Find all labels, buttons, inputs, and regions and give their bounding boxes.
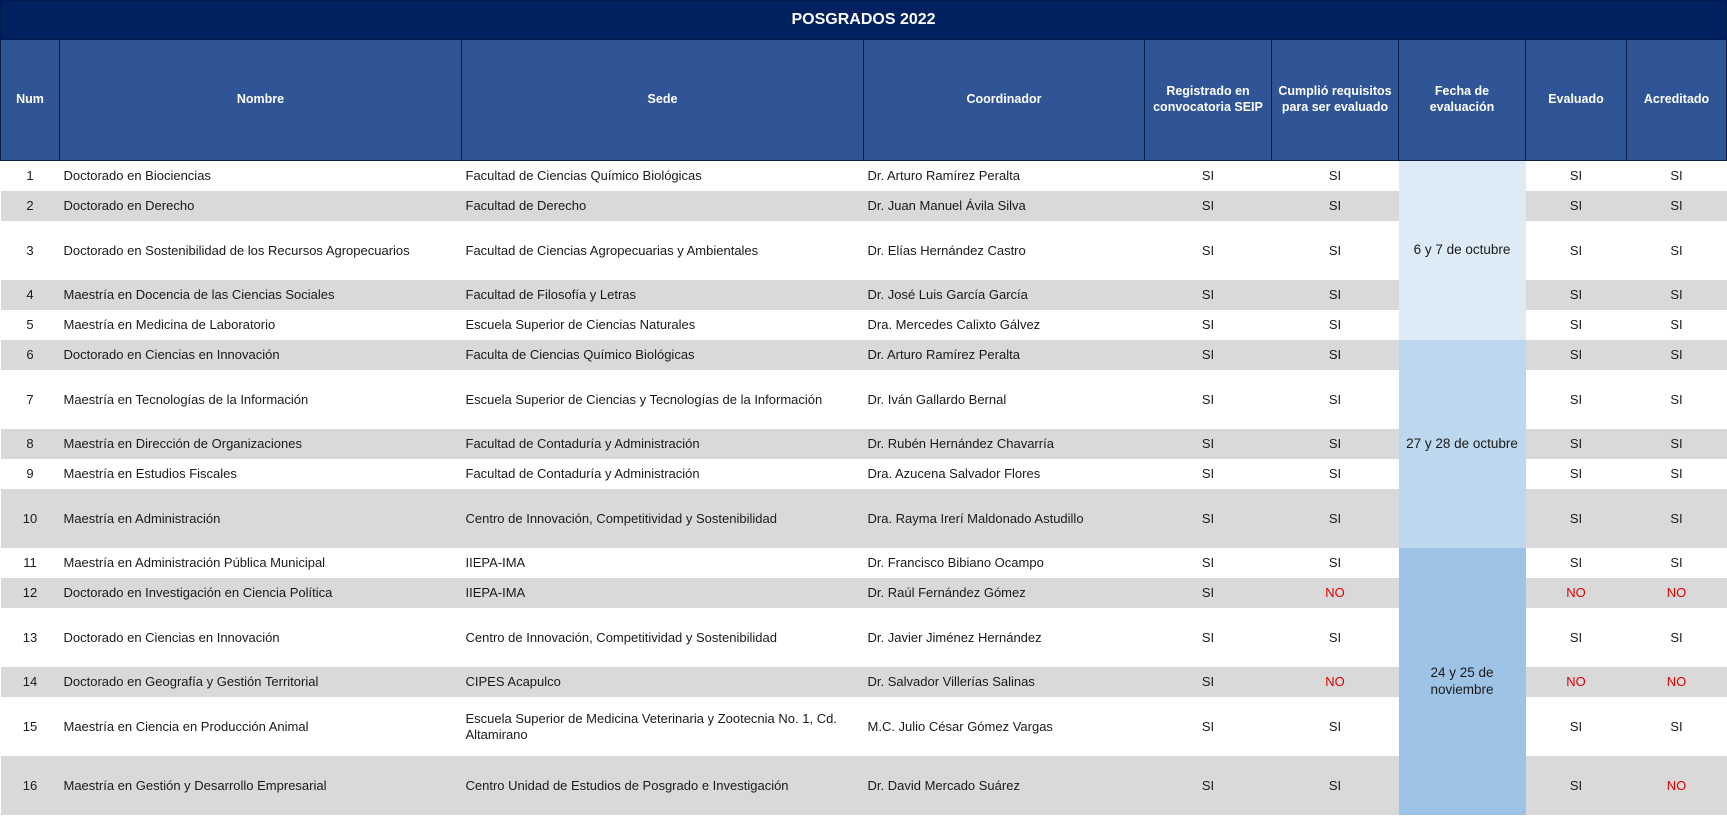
table-title: POSGRADOS 2022 xyxy=(1,1,1727,40)
row-num: 3 xyxy=(26,242,34,258)
row-evaluado: SI xyxy=(1569,555,1583,571)
row-cumplio: SI xyxy=(1328,466,1342,482)
row-acreditado: SI xyxy=(1670,242,1683,258)
row-coordinador: Dr. Francisco Bibiano Ocampo xyxy=(867,555,1044,571)
row-evaluado: SI xyxy=(1526,429,1627,459)
row-registrado: SI xyxy=(1201,242,1215,258)
row-acreditado: SI xyxy=(1627,489,1727,548)
row-acreditado: SI xyxy=(1670,317,1683,333)
row-num: 4 xyxy=(1,280,60,310)
row-nombre: Maestría en Administración xyxy=(60,489,462,548)
row-cumplio: SI xyxy=(1272,191,1399,221)
row-cumplio: SI xyxy=(1272,429,1399,459)
row-sede: IIEPA-IMA xyxy=(465,555,526,571)
row-coordinador: Dra. Rayma Irerí Maldonado Astudillo xyxy=(864,489,1145,548)
row-evaluado: SI xyxy=(1526,340,1627,370)
row-registrado: SI xyxy=(1201,317,1215,333)
row-registrado: SI xyxy=(1201,391,1215,407)
row-sede: Facultad de Contaduría y Administración xyxy=(465,466,700,482)
row-sede: IIEPA-IMA xyxy=(462,578,864,608)
row-nombre: Doctorado en Ciencias en Innovación xyxy=(63,629,280,645)
row-nombre: Maestría en Ciencia en Producción Animal xyxy=(63,718,309,734)
row-num: 1 xyxy=(26,168,34,184)
row-evaluado: SI xyxy=(1569,391,1583,407)
row-num: 7 xyxy=(26,391,34,407)
row-evaluado: SI xyxy=(1569,242,1583,258)
header-sede: Sede xyxy=(462,40,864,161)
row-num: 8 xyxy=(1,429,60,459)
row-nombre: Maestría en Tecnologías de la Información xyxy=(63,391,309,407)
row-cumplio: SI xyxy=(1328,168,1342,184)
row-nombre: Maestría en Dirección de Organizaciones xyxy=(60,429,462,459)
header-coordinador: Coordinador xyxy=(864,40,1145,161)
row-sede: Facultad de Ciencias Químico Biológicas xyxy=(465,168,702,184)
row-sede: Escuela Superior de Ciencias Naturales xyxy=(465,317,696,333)
row-nombre: Doctorado en Sostenibilidad de los Recursos Agropecuarios xyxy=(63,242,410,258)
row-evaluado: SI xyxy=(1526,191,1627,221)
header-cumplio: Cumplió requisitos para ser evaluado xyxy=(1272,40,1399,161)
row-cumplio: SI xyxy=(1328,391,1342,407)
row-coordinador: Dr. Salvador Villerías Salinas xyxy=(864,667,1145,697)
row-registrado: SI xyxy=(1145,340,1272,370)
row-nombre: Doctorado en Ciencias en Innovación xyxy=(60,340,462,370)
header-num: Num xyxy=(1,40,60,161)
row-sede: Centro de Innovación, Competitividad y Sostenibilidad xyxy=(462,489,864,548)
row-evaluado: SI xyxy=(1569,718,1583,734)
row-num: 16 xyxy=(1,756,60,815)
row-coordinador: Dr. David Mercado Suárez xyxy=(864,756,1145,815)
row-cumplio: NO xyxy=(1272,667,1399,697)
row-num: 12 xyxy=(1,578,60,608)
row-registrado: SI xyxy=(1145,280,1272,310)
fecha-evaluacion-cell: 24 y 25 de noviembre xyxy=(1399,548,1526,815)
row-sede: Escuela Superior de Ciencias y Tecnologías de la Información xyxy=(465,391,823,407)
row-coordinador: Dr. Raúl Fernández Gómez xyxy=(864,578,1145,608)
row-coordinador: M.C. Julio César Gómez Vargas xyxy=(867,718,1053,734)
row-coordinador: Dr. Arturo Ramírez Peralta xyxy=(864,340,1145,370)
row-num: 10 xyxy=(1,489,60,548)
table-row xyxy=(1,340,1727,370)
row-evaluado: SI xyxy=(1569,168,1583,184)
row-nombre: Maestría en Medicina de Laboratorio xyxy=(63,317,276,333)
row-sede: Centro de Innovación, Competitividad y Sostenibilidad xyxy=(465,629,777,645)
row-acreditado: SI xyxy=(1627,191,1727,221)
row-registrado: SI xyxy=(1145,429,1272,459)
row-registrado: SI xyxy=(1201,718,1215,734)
row-nombre: Maestría en Estudios Fiscales xyxy=(63,466,237,482)
row-registrado: SI xyxy=(1201,555,1215,571)
row-evaluado: SI xyxy=(1526,489,1627,548)
row-nombre: Doctorado en Derecho xyxy=(60,191,462,221)
row-acreditado: NO xyxy=(1627,756,1727,815)
row-coordinador: Dra. Azucena Salvador Flores xyxy=(867,466,1041,482)
row-nombre: Maestría en Docencia de las Ciencias Sociales xyxy=(60,280,462,310)
row-cumplio: NO xyxy=(1272,578,1399,608)
row-acreditado: NO xyxy=(1627,667,1727,697)
row-registrado: SI xyxy=(1201,168,1215,184)
row-cumplio: SI xyxy=(1328,317,1342,333)
row-registrado: SI xyxy=(1201,466,1215,482)
header-fecha: Fecha de evaluación xyxy=(1399,40,1526,161)
row-num: 15 xyxy=(22,718,38,734)
row-acreditado: SI xyxy=(1627,429,1727,459)
row-acreditado: SI xyxy=(1670,168,1683,184)
row-coordinador: Dr. José Luis García García xyxy=(864,280,1145,310)
row-registrado: SI xyxy=(1201,629,1215,645)
fecha-evaluacion-cell: 6 y 7 de octubre xyxy=(1399,161,1526,341)
row-evaluado: SI xyxy=(1569,466,1583,482)
row-sede: CIPES Acapulco xyxy=(462,667,864,697)
row-registrado: SI xyxy=(1145,578,1272,608)
row-sede: Facultad de Filosofía y Letras xyxy=(462,280,864,310)
row-acreditado: SI xyxy=(1670,391,1683,407)
row-acreditado: SI xyxy=(1627,340,1727,370)
row-registrado: SI xyxy=(1145,756,1272,815)
row-num: 11 xyxy=(23,555,37,571)
row-coordinador: Dr. Iván Gallardo Bernal xyxy=(867,391,1007,407)
header-acreditado: Acreditado xyxy=(1627,40,1727,161)
table-body xyxy=(1,161,1727,816)
row-acreditado: SI xyxy=(1670,718,1683,734)
row-cumplio: SI xyxy=(1272,756,1399,815)
row-evaluado: NO xyxy=(1526,578,1627,608)
row-num: 6 xyxy=(1,340,60,370)
row-acreditado: SI xyxy=(1627,280,1727,310)
row-sede: Faculta de Ciencias Químico Biológicas xyxy=(462,340,864,370)
row-acreditado: SI xyxy=(1670,555,1683,571)
table-row xyxy=(1,548,1727,578)
row-acreditado: SI xyxy=(1670,466,1683,482)
fecha-evaluacion-cell: 27 y 28 de octubre xyxy=(1399,340,1526,548)
row-sede: Centro Unidad de Estudios de Posgrado e Investigación xyxy=(462,756,864,815)
row-cumplio: SI xyxy=(1328,242,1342,258)
row-coordinador: Dra. Mercedes Calixto Gálvez xyxy=(867,317,1041,333)
row-num: 13 xyxy=(22,629,38,645)
row-coordinador: Dr. Rubén Hernández Chavarría xyxy=(864,429,1145,459)
row-coordinador: Dr. Arturo Ramírez Peralta xyxy=(867,168,1020,184)
row-evaluado: SI xyxy=(1569,629,1583,645)
row-cumplio: SI xyxy=(1328,555,1342,571)
row-evaluado: SI xyxy=(1526,280,1627,310)
row-nombre: Doctorado en Investigación en Ciencia Política xyxy=(60,578,462,608)
row-sede: Facultad de Derecho xyxy=(462,191,864,221)
row-evaluado: SI xyxy=(1526,756,1627,815)
row-sede: Facultad de Ciencias Agropecuarias y Ambientales xyxy=(465,242,759,258)
table-row xyxy=(1,161,1727,192)
row-num: 9 xyxy=(26,466,34,482)
row-cumplio: SI xyxy=(1272,340,1399,370)
row-num: 2 xyxy=(1,191,60,221)
row-acreditado: NO xyxy=(1627,578,1727,608)
row-evaluado: NO xyxy=(1526,667,1627,697)
row-coordinador: Dr. Javier Jiménez Hernández xyxy=(867,629,1042,645)
row-nombre: Maestría en Gestión y Desarrollo Empresarial xyxy=(60,756,462,815)
row-coordinador: Dr. Juan Manuel Ávila Silva xyxy=(864,191,1145,221)
row-cumplio: SI xyxy=(1328,629,1342,645)
row-registrado: SI xyxy=(1145,489,1272,548)
row-evaluado: SI xyxy=(1569,317,1583,333)
row-coordinador: Dr. Elías Hernández Castro xyxy=(867,242,1026,258)
row-registrado: SI xyxy=(1145,191,1272,221)
row-sede: Facultad de Contaduría y Administración xyxy=(462,429,864,459)
row-cumplio: SI xyxy=(1328,718,1342,734)
row-cumplio: SI xyxy=(1272,489,1399,548)
row-num: 5 xyxy=(26,317,34,333)
row-cumplio: SI xyxy=(1272,280,1399,310)
header-nombre: Nombre xyxy=(60,40,462,161)
row-nombre: Doctorado en Biociencias xyxy=(63,168,211,184)
row-num: 14 xyxy=(1,667,60,697)
row-sede: Escuela Superior de Medicina Veterinaria y Zootecnia No. 1, Cd. Altamirano xyxy=(465,710,837,742)
header-evaluado: Evaluado xyxy=(1526,40,1627,161)
row-registrado: SI xyxy=(1145,667,1272,697)
row-nombre: Maestría en Administración Pública Municipal xyxy=(63,555,326,571)
header-registrado: Registrado en convocatoria SEIP xyxy=(1145,40,1272,161)
row-acreditado: SI xyxy=(1670,629,1683,645)
row-nombre: Doctorado en Geografía y Gestión Territorial xyxy=(60,667,462,697)
